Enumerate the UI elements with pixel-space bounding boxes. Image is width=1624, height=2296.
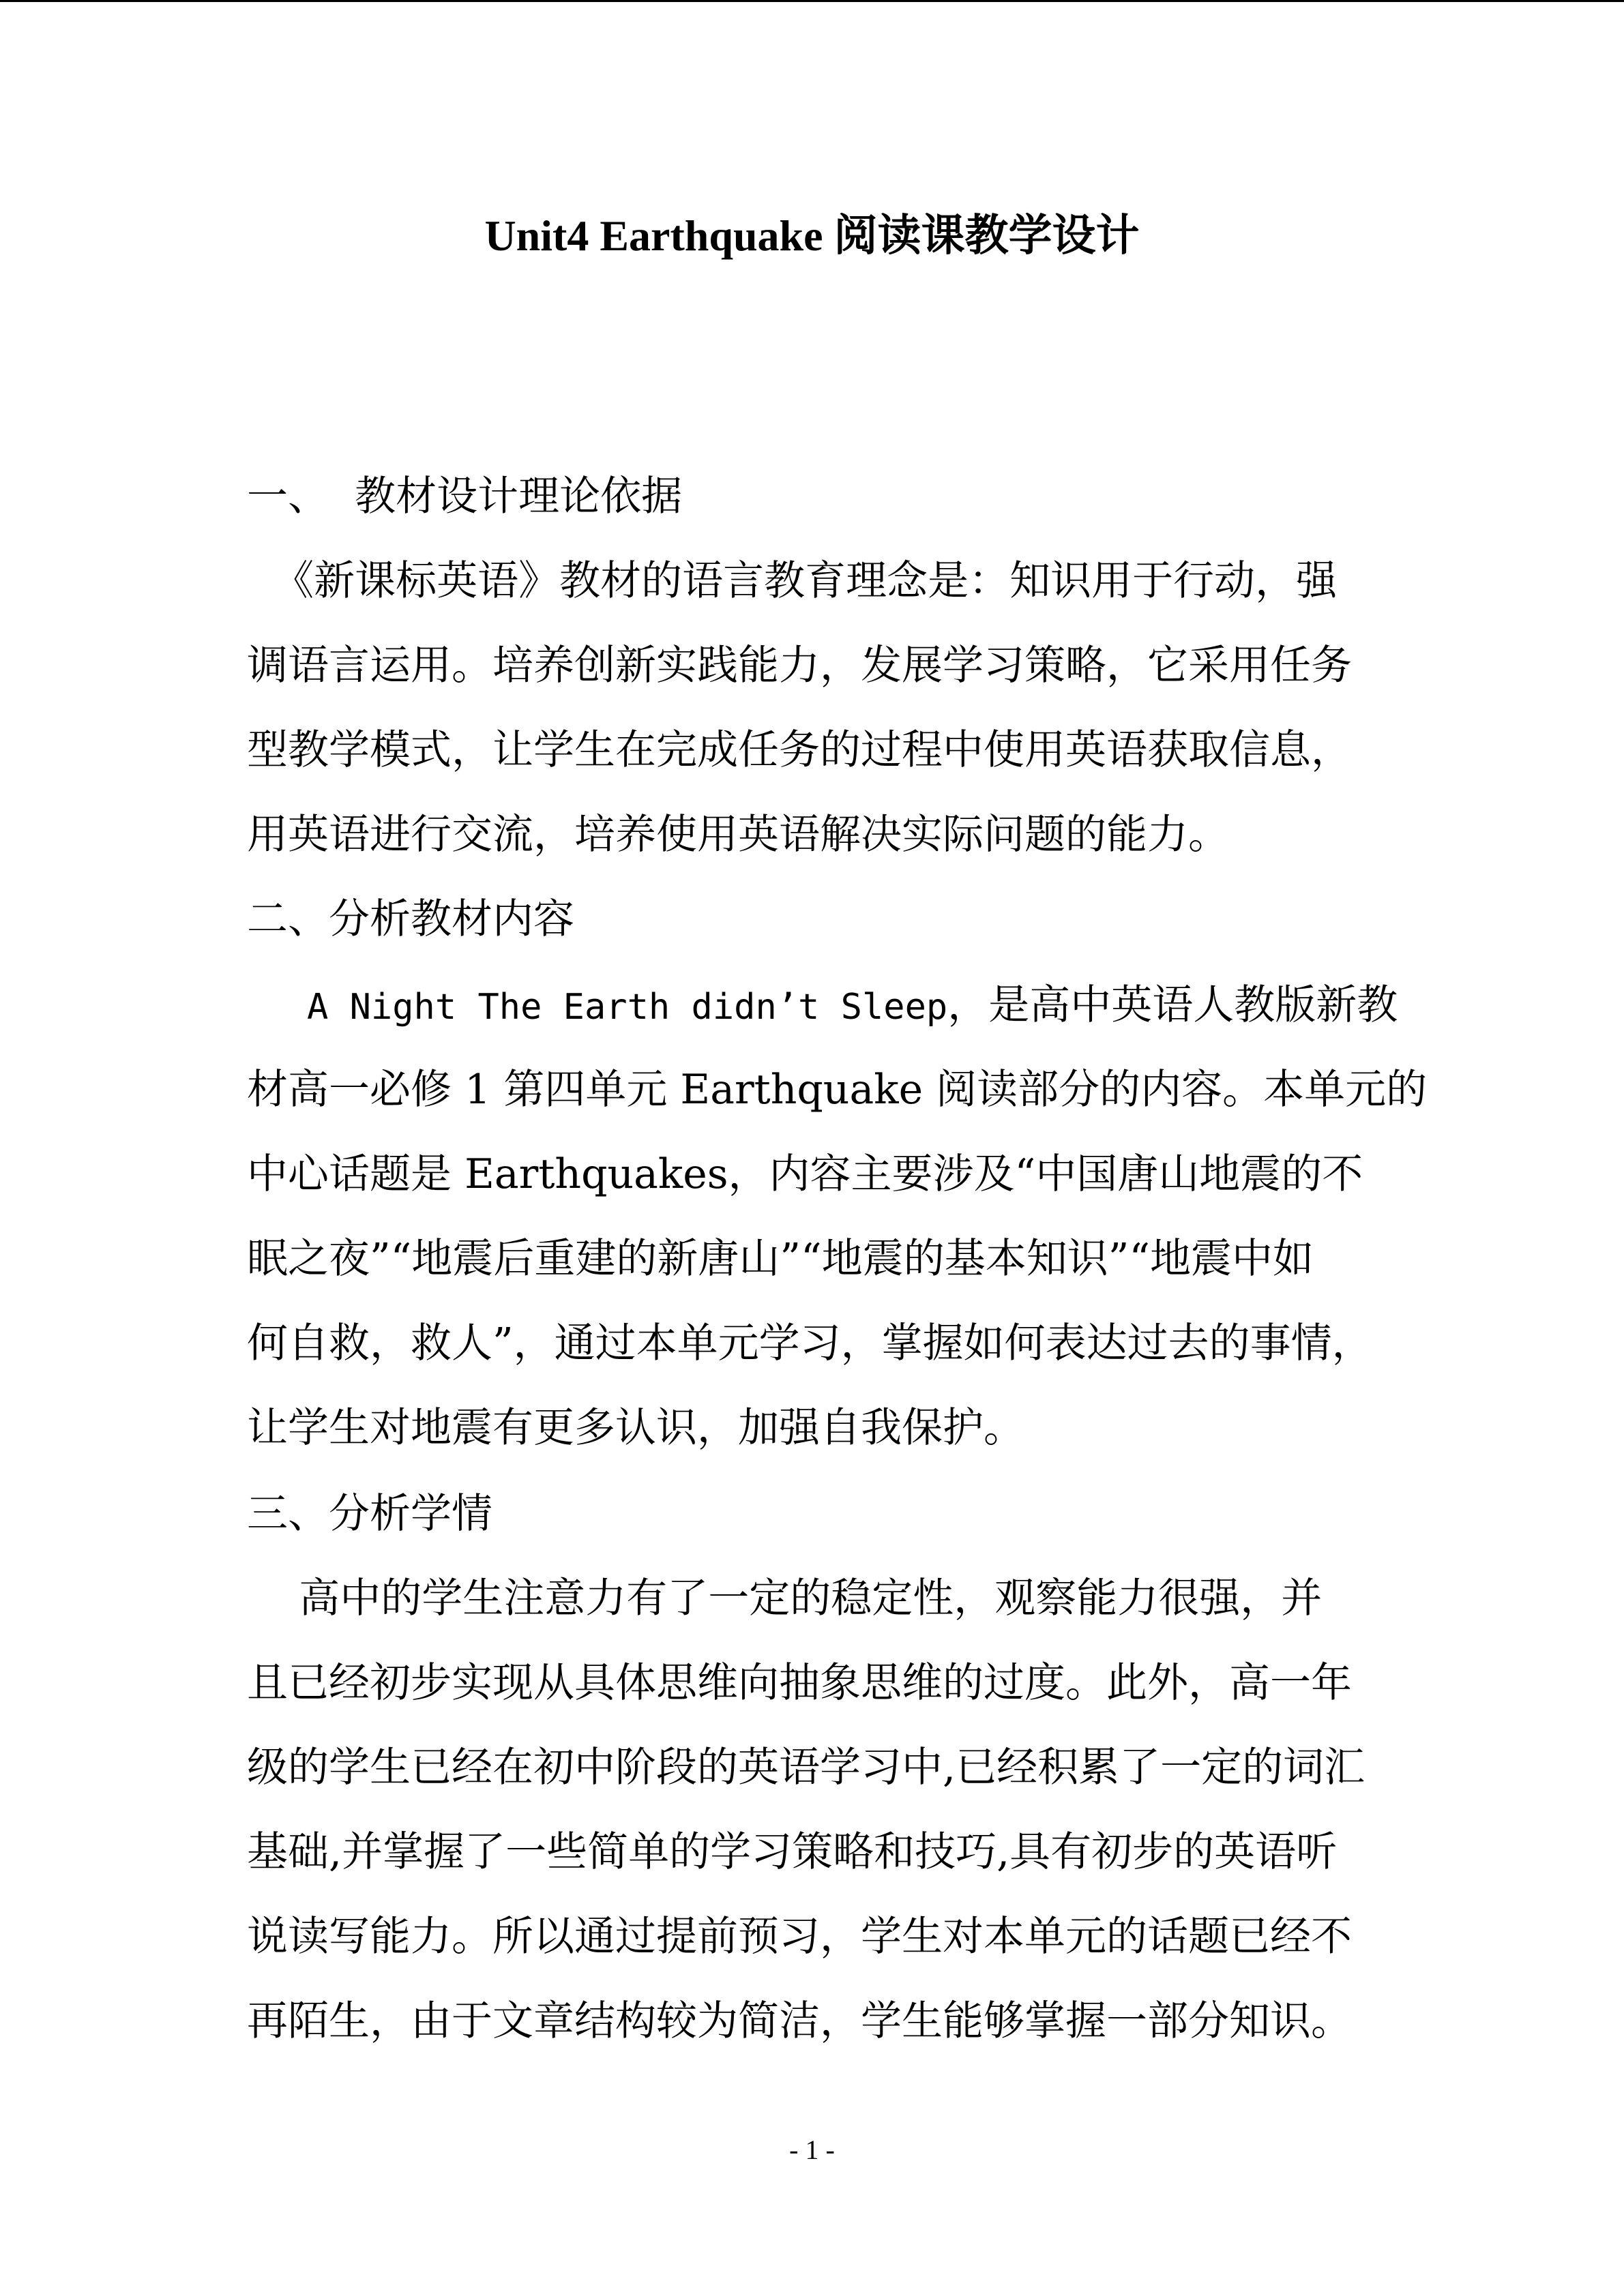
paragraph-line: 让学生对地震有更多认识，加强自我保护。 [247, 1404, 1024, 1452]
paragraph-line: 何自救，救人”，通过本单元学习，掌握如何表达过去的事情， [247, 1320, 1373, 1367]
document-title: Unit4 Earthquake 阅读课教学设计 [484, 211, 1140, 260]
paragraph-line: 且已经初步实现从具体思维向抽象思维的过度。此外，高一年 [247, 1659, 1352, 1707]
section-heading-2: 二、分析教材内容 [247, 895, 574, 943]
section-heading-1: 一、 教材设计理论依据 [247, 473, 683, 520]
paragraph-line: 中心话题是 Earthquakes，内容主要涉及“中国唐山地震的不 [247, 1150, 1363, 1198]
paragraph-line: 基础,并掌握了一些简单的学习策略和技巧,具有初步的英语听 [247, 1828, 1338, 1876]
paragraph-line: 高中的学生注意力有了一定的稳定性，观察能力很强，并 [247, 1575, 1323, 1622]
reading-title-text: A Night The Earth didn’t Sleep [307, 987, 948, 1028]
paragraph-line: 调语言运用。培养创新实践能力，发展学习策略，它采用任务 [247, 642, 1352, 689]
paragraph-line: 再陌生，由于文章结构较为简洁，学生能够掌握一部分知识。 [247, 1997, 1352, 2045]
section-heading-3: 三、分析学情 [247, 1490, 492, 1538]
paragraph-line: 说读写能力。所以通过提前预习，学生对本单元的话题已经不 [247, 1913, 1352, 1960]
paragraph-line: 级的学生已经在初中阶段的英语学习中,已经积累了一定的词汇 [247, 1744, 1365, 1791]
paragraph-line: 型教学模式，让学生在完成任务的过程中使用英语获取信息， [247, 726, 1352, 774]
page-number: - 1 - [789, 2134, 835, 2165]
paragraph-line: 《新课标英语》教材的语言教育理念是：知识用于行动，强 [247, 557, 1338, 605]
paragraph-line: 眠之夜”“地震后重建的新唐山”“地震的基本知识”“地震中如 [247, 1235, 1314, 1283]
page-top-border [0, 0, 1624, 2]
paragraph-line-mixed [247, 978, 1420, 1034]
paragraph-line: 材高一必修 1 第四单元 Earthquake 阅读部分的内容。本单元的 [247, 1066, 1428, 1114]
paragraph-line: 用英语进行交流，培养使用英语解决实际问题的能力。 [247, 811, 1229, 859]
paragraph-line-text: ，是高中英语人教版新教 [947, 981, 1398, 1029]
